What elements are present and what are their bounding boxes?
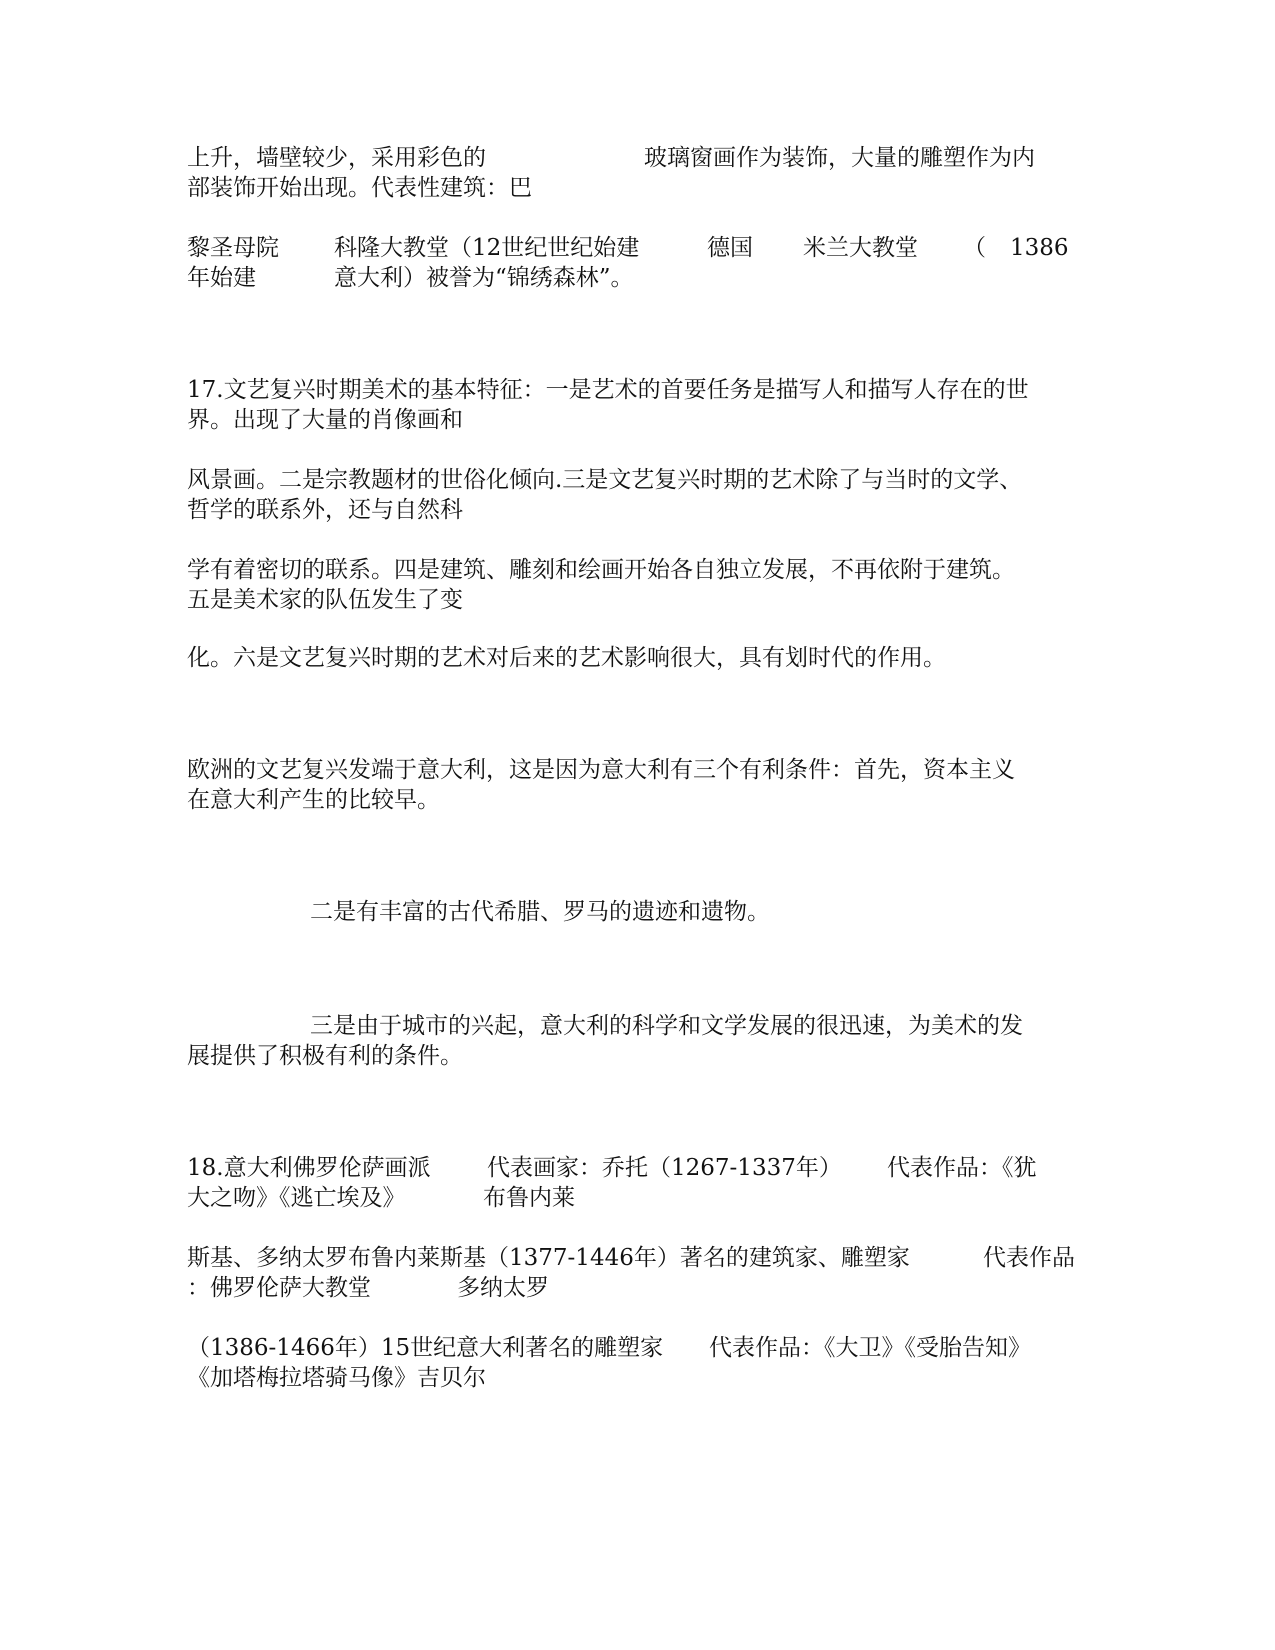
text-segment: 代表作品：《大卫》《受胎告知》 bbox=[709, 1335, 1031, 1361]
text-line: 三是由于城市的兴起，意大利的科学和文学发展的很迅速，为美术的发 bbox=[310, 1013, 1023, 1039]
text-line: 学有着密切的联系。四是建筑、雕刻和绘画开始各自独立发展，不再依附于建筑。 bbox=[187, 557, 1015, 583]
text-line: 在意大利产生的比较早。 bbox=[187, 787, 440, 813]
text-segment: 科隆大教堂（12世纪世纪始建 bbox=[334, 235, 640, 261]
text-segment: 布鲁内莱 bbox=[483, 1185, 575, 1211]
text-line: 哲学的联系外，还与自然科 bbox=[187, 497, 463, 523]
text-line: 《加塔梅拉塔骑马像》吉贝尔 bbox=[187, 1365, 486, 1391]
text-line: 界。出现了大量的肖像画和 bbox=[187, 407, 463, 433]
text-segment: （ bbox=[963, 235, 986, 261]
text-line: 17.文艺复兴时期美术的基本特征：一是艺术的首要任务是描写人和描写人存在的世 bbox=[187, 377, 1029, 403]
text-segment: 代表作品：《犹 bbox=[887, 1155, 1037, 1181]
text-segment: 年始建 bbox=[187, 265, 256, 291]
text-line: 化。六是文艺复兴时期的艺术对后来的艺术影响很大，具有划时代的作用。 bbox=[187, 645, 946, 671]
text-segment: 代表画家：乔托（1267-1337年） bbox=[487, 1155, 842, 1181]
text-segment: （1386-1466年）15世纪意大利著名的雕塑家 bbox=[187, 1335, 664, 1361]
text-segment: 1386 bbox=[1010, 235, 1069, 261]
text-line: 展提供了积极有利的条件。 bbox=[187, 1043, 463, 1069]
text-line: 五是美术家的队伍发生了变 bbox=[187, 587, 463, 613]
text-segment: ：佛罗伦萨大教堂 bbox=[187, 1275, 371, 1301]
text-segment: 黎圣母院 bbox=[187, 235, 279, 261]
text-segment: 德国 bbox=[707, 235, 753, 261]
text-segment: 斯基、多纳太罗布鲁内莱斯基（1377-1446年）著名的建筑家、雕塑家 bbox=[187, 1245, 910, 1271]
text-line: 风景画。二是宗教题材的世俗化倾向.三是文艺复兴时期的艺术除了与当时的文学、 bbox=[187, 467, 1023, 493]
text-segment: 米兰大教堂 bbox=[803, 235, 918, 261]
text-segment: 多纳太罗 bbox=[457, 1275, 549, 1301]
text-segment: 18.意大利佛罗伦萨画派 bbox=[187, 1155, 431, 1181]
text-line: 二是有丰富的古代希腊、罗马的遗迹和遗物。 bbox=[310, 899, 770, 925]
text-segment: 玻璃窗画作为装饰，大量的雕塑作为内 bbox=[644, 145, 1035, 171]
text-line: 部装饰开始出现。代表性建筑：巴 bbox=[187, 175, 532, 201]
text-segment: 代表作品 bbox=[983, 1245, 1075, 1271]
text-segment: 意大利）被誉为“锦绣森林”。 bbox=[334, 265, 634, 291]
text-segment: 上升，墙壁较少，采用彩色的 bbox=[187, 145, 486, 171]
text-line: 欧洲的文艺复兴发端于意大利，这是因为意大利有三个有利条件：首先，资本主义 bbox=[187, 757, 1015, 783]
text-segment: 大之吻》《逃亡埃及》 bbox=[187, 1185, 406, 1211]
